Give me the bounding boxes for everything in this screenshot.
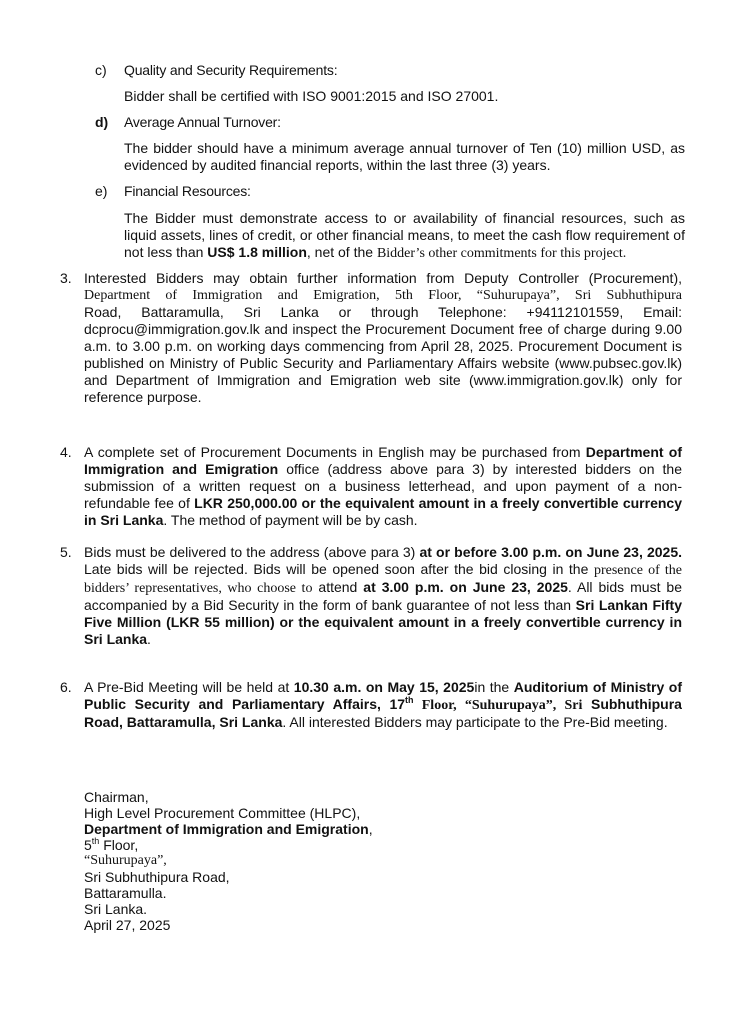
paragraph-number: 3. [60,270,72,286]
paragraph-body [84,270,682,406]
sub-item-body: The bidder should have a minimum average annual turnover of Ten (10) million USD, as evidenced by audited financial reports, within the last three (3) years. [124,140,685,173]
department-name: Department of Immigration and Emigration [84,444,682,477]
paragraph-number: 4. [60,444,72,460]
paragraph-body: A complete set of Procurement Documents in English may be purchased from Department of Immigration and Emigration office (address above para 3) by interested bidders on the submission of a written request on a business letterhead, and upon payment of a non-refundable fee of LKR 250,000.00 or the equivalent amount in a freely convertible currency in Sri Lanka. The method of payment will be by cash. [84,444,682,528]
sub-item-body: The Bidder must demonstrate access to or availability of financial resources, such as liquid assets, lines of credit, or other financial means, to meet the cash flow requirement of not less than US$ 1.8 million, net of the Bidder’s other commitments for this project. [124,210,685,261]
fee-amount: LKR 250,000.00 or the equivalent amount in a freely convertible currency in Sri Lanka [84,495,682,528]
meeting-venue: Auditorium of Ministry of Public Security and Parliamentary Affairs, 17th Floor, “Suhurupaya”, Sri Subhuthipura Road, Battaramulla, Sri Lanka [84,679,682,730]
sub-item-marker: d) [95,114,109,130]
meeting-time: 10.30 a.m. on May 15, 2025 [293,679,475,695]
paragraph-line: Department of Immigration and Emigration, 5th Floor, “Suhurupaya”, Sri Subhuthipura [84,288,682,303]
signature-floor: 5th Floor, [84,836,139,853]
sub-item-body: Bidder shall be certified with ISO 9001:2015 and ISO 27001. [124,88,499,104]
paragraph-body: A Pre-Bid Meeting will be held at 10.30 a.m. on May 15, 2025in the Auditorium of Ministry of Public Security and Parliamentary Affairs, 17th Floor, “Suhurupaya”, Sri Subhuthipura Road, Battaramulla, Sri Lanka. All interested Bidders may participate to the Pre-Bid meeting. [84,679,682,730]
cash-flow-amount: US$ 1.8 million [207,244,307,260]
deadline: at or before 3.00 p.m. on June 23, 2025. [419,544,683,560]
signature-country: Sri Lanka. [84,901,148,917]
sub-item-marker: c) [95,62,107,78]
opening-time: at 3.00 p.m. on June 23, 2025 [363,579,568,595]
signature-title: Chairman, [84,789,149,805]
signature-block [84,789,504,933]
signature-committee: High Level Procurement Committee (HLPC), [84,805,361,821]
signature-date: April 27, 2025 [84,917,171,933]
paragraph-number: 5. [60,544,72,560]
paragraph-body: Bids must be delivered to the address (above para 3) at or before 3.00 p.m. on June 23, 2025. Late bids will be rejected. Bids will be opened soon after the bid closing in the presence of the bidders’ representatives, who choose to attend at 3.00 p.m. on June 23, 2025. All bids must be accompanied by a Bid Security in the form of bank guarantee of not less than Sri Lankan Fifty Five Million (LKR 55 million) or the equivalent amount in a freely convertible currency in Sri Lanka. [84,544,683,647]
signature-building: “Suhurupaya”, [84,853,167,868]
paragraph-line: Interested Bidders may obtain further information from Deputy Controller (Procurement), [84,270,682,286]
sub-item-marker: e) [95,183,108,199]
signature-department: Department of Immigration and Emigration, [84,821,373,837]
paragraph-text: Road, Battaramulla, Sri Lanka or through Telephone: +94112101559, Email: dcprocu@immigration.gov.lk and inspect the Procurement Document free of charge during 9.00 a.m. to 3.00 p.m. on working days commencing from April 28, 2025. Procurement Document is published on Ministry of Public Security and Parliamentary Affairs website (www.pubsec.gov.lk) and Department of Immigration and Emigration web site (www.immigration.gov.lk) only for reference purpose. [84,304,682,405]
sub-item-heading: Quality and Security Requirements: [124,62,338,78]
sub-item-heading: Financial Resources: [124,183,251,199]
signature-road: Sri Subhuthipura Road, [84,869,230,885]
sub-item-heading: Average Annual Turnover: [124,114,281,130]
signature-town: Battaramulla. [84,885,167,901]
paragraph-number: 6. [60,679,72,695]
bid-security-amount: Sri Lankan Fifty Five Million (LKR 55 million) or the equivalent amount in a freely convertible currency in Sri Lanka [84,597,682,647]
